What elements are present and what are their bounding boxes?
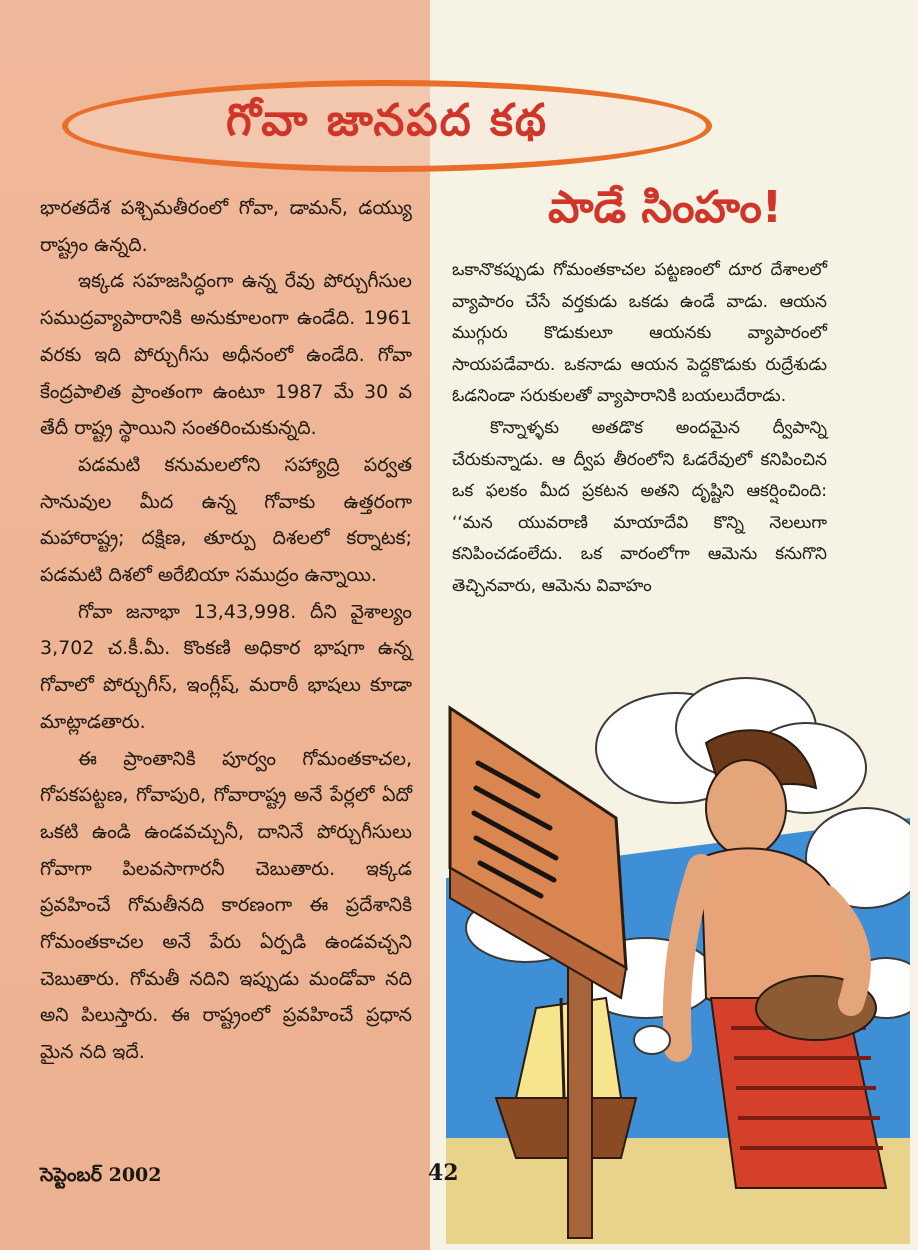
- story-column: [452, 255, 827, 603]
- intro-paragraph: భారతదేశ పశ్చిమతీరంలో గోవా, డామన్, డయ్యు రాష్ట్రం ఉన్నది.: [40, 197, 412, 256]
- intro-column: [40, 190, 412, 1071]
- intro-paragraph: పడమటి కనుమలలోని సహ్యాద్రి పర్వత సానువుల మీద ఉన్న గోవాకు ఉత్తరంగా మహారాష్ట్ర; దక్షిణ, తూర్పు దిశలలో కర్నాటక; పడమటి దిశలో అరేబియా సముద్రం ఉన్నాయి.: [40, 453, 412, 587]
- story-title: పాడే సింహం!: [548, 182, 782, 233]
- section-title-oval: [62, 80, 712, 172]
- intro-paragraph: గోవా జనాభా 13,43,998. దీని వైశాల్యం 3,702 చ.కీ.మీ. కొంకణి అధికార భాషగా ఉన్న గోవాలో పోర్చుగీస్, ఇంగ్లీష్, మరాఠీ భాషలు కూడా మాట్లాడతారు.: [40, 600, 412, 733]
- story-illustration: [446, 668, 910, 1244]
- intro-paragraph: ఈ ప్రాంతానికి పూర్వం గోమంతకాచల, గోపకపట్టణ, గోవాపురి, గోవారాష్ట్ర అనే పేర్లలో ఏదో ఒకటి ఉండి ఉండవచ్చునీ, దానినే పోర్చుగీసులు గోవాగా పిలవసాగారనీ చెబుతారు. ఇక్కడ ప్రవహించే గోమతీనది కారణంగా ఈ ప్రదేశానికి గోమంతకాచల అనే పేరు ఏర్పడి ఉండవచ్చని చెబుతారు. గోమతీ నదిని ఇప్పుడు మండోవా నది అని పిలుస్తారు. ఈ రాష్ట్రంలో ప్రవహించే ప్రధాన మైన నది ఇదే.: [40, 747, 412, 1064]
- page-number: 42: [428, 1160, 459, 1186]
- section-title: గోవా జానపద కథ: [226, 95, 548, 146]
- issue-date: సెప్టెంబర్ 2002: [40, 1164, 162, 1186]
- intro-paragraph: ఇక్కడ సహజసిద్ధంగా ఉన్న రేవు పోర్చుగీసుల సముద్రవ్యాపారానికి అనుకూలంగా ఉండేది. 1961 వరకు ఇది పోర్చుగీసు అధీనంలో ఉండేది. గోవా కేంద్రపాలిత ప్రాంతంగా ఉంటూ 1987 మే 30 వ తేదీ రాష్ట్ర స్థాయిని సంతరించుకున్నది.: [40, 270, 412, 440]
- story-paragraph: ఒకానొకప్పుడు గోమంతకాచల పట్టణంలో దూర దేశాలలో వ్యాపారం చేసే వర్తకుడు ఒకడు ఉండే వాడు. ఆయన ముగ్గురు కొడుకులూ ఆయనకు వ్యాపారంలో సాయపడేవారు. ఒకనాడు ఆయన పెద్దకొడుకు రుద్రేశుడు ఓడనిండా సరుకులతో వ్యాపారానికి బయలుదేరాడు.: [452, 260, 827, 407]
- story-paragraph: కొన్నాళ్ళకు అతడొక అందమైన ద్వీపాన్ని చేరుకున్నాడు. ఆ ద్వీప తీరంలోని ఓడరేవులో కనిపించిన ఒక ఫలకం మీద ప్రకటన అతని దృష్టిని ఆకర్షించింది: ‘‘మన యువరాణి మాయాదేవి కొన్ని నెలలుగా కనిపించడంలేదు. ఒక వారంలోగా ఆమెను కనుగొని తెచ్చినవారు, ఆమెను వివాహం: [452, 417, 827, 596]
